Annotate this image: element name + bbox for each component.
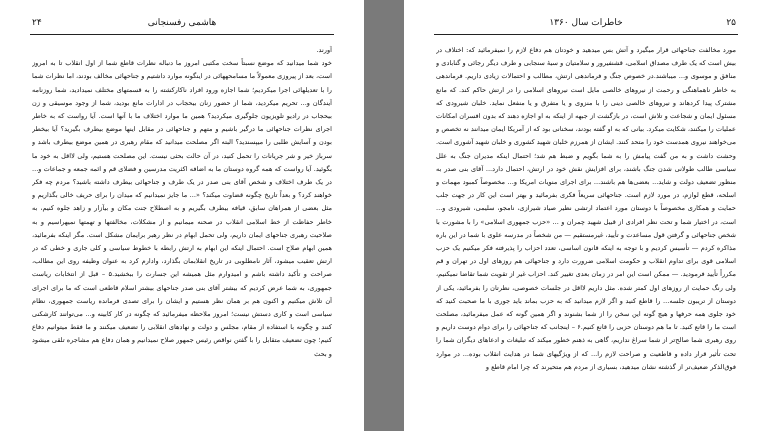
page-number: ۲۵	[726, 18, 736, 28]
header-rule	[434, 34, 738, 35]
paragraph: آورند.	[316, 46, 332, 54]
page-header	[436, 18, 736, 32]
header-rule	[30, 34, 334, 35]
running-title: هاشمی رفسنجانی	[147, 18, 217, 28]
page-body	[32, 44, 332, 409]
left-page	[0, 0, 364, 431]
page-header	[32, 18, 332, 32]
right-page	[404, 0, 768, 431]
page-body	[436, 44, 736, 409]
running-title: خاطرات سال ۱۳۶۰	[549, 18, 623, 28]
page-number: ۲۴	[32, 18, 42, 28]
paragraph: خود شما میدانید که موضع نسبتاً سخت مکتبی امروز ما دنباله نظرات قاطع شما از اول انقلاب تا به امروز است، بعد از پیروزی معمولاً ما مسامحههائی در اینگونه موارد داشتیم و جناحهائی مخالف بودند، اما نظرات شما را با تعدیلهائی اجرا میکردیم؛ شما اجازه ورود افراد ناکارکشته را به قسمتهای مختلف نمیدادید، شما روزنامه آیندگان و... تحریم میکردید، شما از حضور زنان بیحجاب در ادارات مانع بودید، شما از وجود موسیقی و زن بیحجاب در رادیو تلویزیون جلوگیری میکردید؟ همین ما موارد اختلاف ما با آنها است. آیا رواست که به خاطر اجرای نظرات جناحهائی ما درگیر باشیم و متهم و جناحهائی در مقابل اینها موضع بیطرف بگیرید؟ آیا بیخطر بودن و آسایش طلبی را میپسندید؟ البته اگر مصلحت میدانید که مقام رهبری در همین موضع بیطرف باشد و سرباز خیر و شر جریانات را تحمل کنید، در آن حالت بحثی نیست. این مصلحت هستیم، ولی لااقل به خود ما بگوئید. آیا رواست که همه گروه دوستان ما به اضافه اکثریت مدرسین و فضلای قم و ائمه جمعه و جماعات و... در یک طرف اختلاف و شخص آقای بنی صدر در یک طرف و جناحهائی بیطرف داشته باشید؟ مردم چه فکر خواهند کرد؟ و بعداً تاریخ چگونه قضاوت میکند؟ «... ما جایز نمیدانیم که میدان را برای حریف خالی بگذاریم و مثل بعضی از همراهان سابق، قیافه بیطرف بگیریم و به اصطلاح جنت مکان و بیآزار و زاهد جلوه کنیم، به خاطر حفاظت از خط اسلامی انقلاب در صحنه میمانیم و از مشکلات، مخالفتها و تهمتها نمیهراسیم و به صلاحیت رهبری جناحهای ایمان داریم، ولی تحمل ابهام در نظر رهبر برایمان مشکل است. مگر اینکه بفرمائید، همین ابهام صلاح است. احتمال اینکه این ابهام به ارتش رابطه با خطوط سیاسی و کلی جاری و خطی که در ارتش تعقیب میشود، آثار نامطلوبی در تاریخ انقلابمان بگذارد، وادارم کرد به عنوان وظیفه روی این مطالب، صراحت و تأکید داشته باشم و امیدوارم مثل همیشه این جسارت را ببخشید.۵ – قبل از انتخابات ریاست جمهوری، به شما عرض کردیم که بیشتر آقای بنی صدر جناحهای بیشتر اسلام قاطعی است که ما برای اجرای آن تلاش میکنیم و اکنون هم بر همان نظر هستیم و ایشان را برای تصدی فرمانده ریاست جمهوری، نظام سیاسی است و کاری دستش نیست؛ امروز ملاحظه میفرمائید که چگونه در کار کابینه و... می‌توانند کارشکنی کنند و چگونه با استفاده از مقام، مجلس و دولت و نهادهای انقلابی را تضعیف میکنند و ما فقط میتوانیم دفاع کنیم؛ چون تضعیف متقابل را با گفتن نواقص رئیس جمهور صلاح نمیدانیم و همان دفاع هم مشاجره تلقی میشود و بحث	[32, 59, 332, 358]
paragraph: مورد مخالفت جناحهائی قرار میگیرد و آتش بس میدهید و خودتان هم دفاع لازم را نمیفرمائید که: اختلاف در بیش است که یک طرف مصداق اسلامی، قشنفیرور و سلامتیان و سیهٔ سنجابی و طرف دیگر رجائی و گنابادی و منافق و موسوی و... میباشند.در خصوص جنگ و فرماندهی ارتش، مطالب و احتمالات زیادی داریم. فرماندهی به خاطر ناهماهنگی و رحمت از نیروهای خالصی مایل است نیروهای اسلامی را در ارتش حاکم کند. که مانع مشترک پیدا کردهاند و نیروهای خالصی دینی را با منزوی و یا متفرق و یا منفعل نماید. خلبان شیرودی که مسئول ایمان و شجاعت و تلاش است، در بازگشت از جبهه از اینکه به او اجازه دهند که بدون افسران امکانات عملیات را میکنند، شکایت میکرد. بیانی که به او گفته بودند، سخنانی بود که از آمریکا ایمان میدانند نه تخصص و می‌خواهند نیروی همدست خود را متحد کنند. ایشان از همرزم خلبان شهید کشوری و خلبان شهید آشوری است. وحشت داشت و به من گفت پیامش را به شما بگویم و ضبط هم شد؛ احتمال اینکه مدیران جنگ به علل سیاسی طالب طولانی شدن جنگ باشند، برای افزایش نقش خود در ارتش، احتمال دارد... آقای بنی صدر به منظور تضعیف دولت و شاید... بعضی‌ها هم باشند... برای اجرای منویات امریکا و... مخصوصاً کمبود مهمات و اسلحه، قطع لوازم، در مورد لازم است. جناحهائی سریعاً فکری بفرمائید و بهتر است این کار در جهت جلب حمایت و همکاری مخصوصاً با دوستان مورد اعتماد ارتشی نظیر صیاد شیرازی، نامجو، سلیمی، شیرودی و... است، در اختیار شما و تحت نظر افرادی از قبیل شهید چمران و ... «حزب جمهوری اسلامی» را با مشورت با شخص جناحهائی و گرفتن قول مساعدت و تأیید، غیرمستقیم — من شخصاً در مدرسه علوی با شما در این باره مذاکره کردم — تأسیس کردیم و با توجه به اینکه قانون اساسی، تعدد احزاب را پذیرفته فکر میکنیم یک حزب اسلامی قوی برای تداوم انقلاب و حکومت اسلامی ضرورت دارد و جناحهائی هم روزهای اول در تهران و قم مکرراً تأیید فرمودید. — ممکن است این امر در زمان بعدی تغییر کند. احزاب غیر از تقویت شما تقاضا نمیکنیم، ولی رنگ حمایت از روزهای اول کمتر شده. مثل داریم لااقل در جلسات خصوصی، نظرتان را بفرمائید، یکی از دوستان از تریبون جلسه... را قاطع کنید و اگر لازم میدانید که به حزب بماند باید جوری با ما صحبت کنید که خود جلوی همه حرفها و هیچ گونه این سخن را از شما بشنوند و اگر همین گونه که عمل میفرمائید، مصلحت است ما را قانع کنید. تا ما هم دوستان حزبی را قانع کنیم.۶ – اینجانب که جناحهائی را برای دوام دوست داریم و روی رهبری شما صالح‌تر از شما سراغ نداریم، گاهی به ذهنم خطور میکند که تبلیغات و ادعاهای دیگران شما را تحت تأثیر قرار داده و قاطعیت و صراحت لازم را... که از ویژگیهای شما در هدایت انقلاب بوده... در موارد فوق‌الذکر ضعیف‌تر از گذشته نشان میدهید، بسیاری از مردم هم متحیرند که چرا امام قاطع و	[436, 46, 736, 371]
